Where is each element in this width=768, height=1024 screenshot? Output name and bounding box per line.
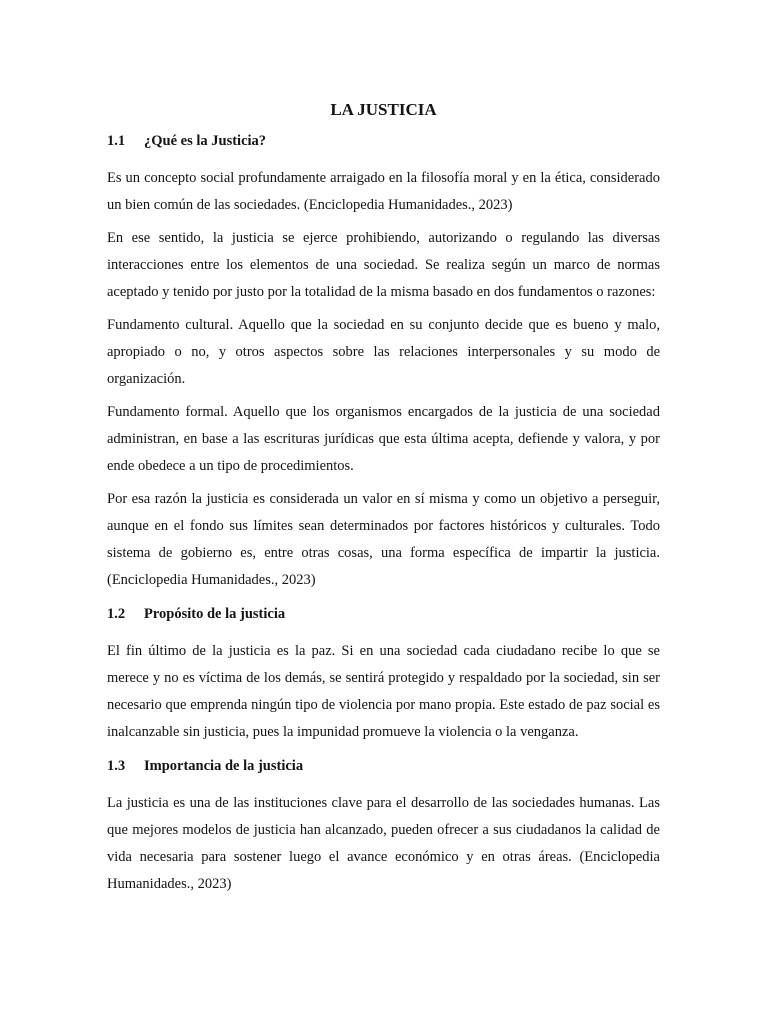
paragraph: Es un concepto social profundamente arraigado en la filosofía moral y en la ética, considerado un bien común de las sociedades. (Enciclopedia Humanidades., 2023)	[107, 170, 660, 213]
section-title: Importancia de la justicia	[144, 758, 304, 774]
section-heading	[107, 756, 660, 776]
paragraph: Fundamento cultural. Aquello que la sociedad en su conjunto decide que es bueno y malo, apropiado o no, y otros aspectos sobre las relaciones interpersonales y su modo de organización.	[107, 317, 660, 387]
paragraph: La justicia es una de las instituciones clave para el desarrollo de las sociedades humanas. Las que mejores modelos de justicia han alcanzado, pueden ofrecer a sus ciudadanos la calidad de vida necesaria para sostener luego el avance económico y en otras áreas. (Enciclopedia Humanidades., 2023)	[107, 795, 660, 892]
document-title: LA JUSTICIA	[330, 100, 437, 119]
paragraph: El fin último de la justicia es la paz. Si en una sociedad cada ciudadano recibe lo que se merece y no es víctima de los demás, se sentirá protegido y respaldado por la sociedad, sin ser necesario que emprenda ningún tipo de violencia por mano propia. Este estado de paz social es inalcanzable sin justicia, pues la impunidad promueve la violencia o la venganza.	[107, 643, 660, 740]
paragraph: Por esa razón la justicia es considerada un valor en sí misma y como un objetivo a perseguir, aunque en el fondo sus límites sean determinados por factores históricos y culturales. Todo sistema de gobierno es, entre otras cosas, una forma específica de impartir la justicia. (Enciclopedia Humanidades., 2023)	[107, 491, 660, 588]
section-proposito-de-la-justicia	[107, 604, 660, 746]
paragraph: Fundamento formal. Aquello que los organismos encargados de la justicia de una sociedad administran, en base a las escrituras jurídicas que esta última acepta, defiende y valora, y por ende obedece a un tipo de procedimientos.	[107, 404, 660, 474]
section-heading	[107, 604, 660, 624]
document-page	[107, 97, 660, 904]
section-title: ¿Qué es la Justicia?	[144, 133, 267, 149]
section-number: 1.2	[107, 606, 126, 622]
section-number: 1.3	[107, 758, 126, 774]
paragraph: En ese sentido, la justicia se ejerce prohibiendo, autorizando o regulando las diversas interacciones entre los elementos de una sociedad. Se realiza según un marco de normas aceptado y tenido por justo por la totalidad de la misma basado en dos fundamentos o razones:	[107, 230, 660, 300]
section-number: 1.1	[107, 133, 126, 149]
section-importancia-de-la-justicia	[107, 756, 660, 898]
section-heading	[107, 131, 660, 151]
section-title: Propósito de la justicia	[144, 606, 286, 622]
section-que-es-la-justicia	[107, 131, 660, 594]
